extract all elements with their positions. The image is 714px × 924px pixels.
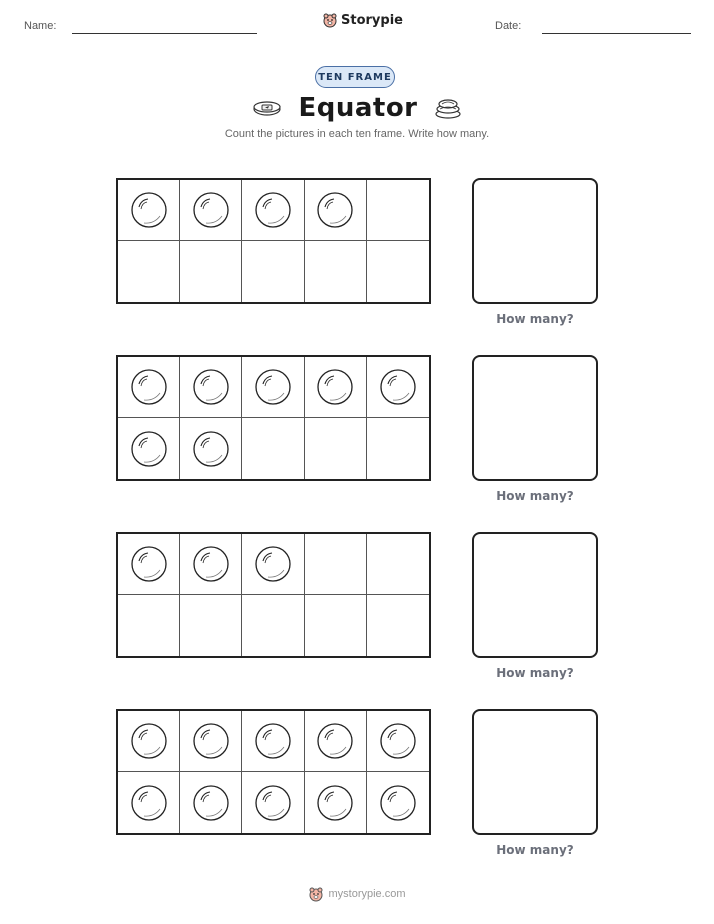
frame-cell [305, 357, 367, 418]
bubble-icon [130, 430, 168, 468]
frame-cell [118, 418, 180, 479]
frame-cell [118, 180, 180, 241]
frame-cell [305, 241, 367, 302]
frame-cell [180, 180, 242, 241]
date-line[interactable] [542, 33, 691, 34]
frame-cell [118, 357, 180, 418]
frame-cell [180, 595, 242, 656]
frame-cell [367, 711, 429, 772]
globe-stack-icon [434, 97, 462, 119]
frame-cell [180, 357, 242, 418]
bubble-icon [192, 545, 230, 583]
bubble-icon [130, 784, 168, 822]
bubble-icon [379, 368, 417, 406]
storypie-mascot-icon [322, 12, 338, 28]
bubble-icon [254, 191, 292, 229]
frame-cell [180, 418, 242, 479]
bubble-icon [130, 545, 168, 583]
worksheet-type-badge: TEN FRAME [315, 66, 395, 88]
bubble-icon [192, 368, 230, 406]
bubble-icon [192, 191, 230, 229]
frame-cell [242, 357, 304, 418]
instructions: Count the pictures in each ten frame. Write how many. [224, 128, 490, 140]
frame-cell [242, 241, 304, 302]
frame-cell [118, 241, 180, 302]
how-many-label: How many? [496, 666, 574, 680]
frame-cell [118, 711, 180, 772]
bubble-icon [192, 784, 230, 822]
bubble-icon [130, 191, 168, 229]
bubble-icon [254, 368, 292, 406]
answer-box[interactable] [472, 709, 598, 835]
frame-cell [242, 180, 304, 241]
frame-cell [180, 241, 242, 302]
bubble-icon [192, 722, 230, 760]
bubble-icon [254, 722, 292, 760]
frame-cell [367, 595, 429, 656]
bubble-icon [316, 722, 354, 760]
frame-cell [305, 595, 367, 656]
bubble-icon [316, 191, 354, 229]
bubble-icon [316, 784, 354, 822]
ten-frame [116, 178, 431, 304]
frame-cell [305, 180, 367, 241]
storypie-mascot-icon [308, 886, 324, 902]
frame-cell [242, 595, 304, 656]
ten-frame [116, 532, 431, 658]
brand-name: Storypie [341, 12, 403, 28]
brand-logo [322, 12, 403, 28]
bubble-icon [130, 368, 168, 406]
ten-frame [116, 709, 431, 835]
frame-cell [305, 711, 367, 772]
frame-cell [305, 418, 367, 479]
date-label: Date: [495, 20, 522, 32]
frame-cell [367, 534, 429, 595]
answer-box[interactable] [472, 178, 598, 304]
compass-icon [252, 99, 282, 117]
how-many-label: How many? [496, 489, 574, 503]
frame-cell [367, 772, 429, 833]
frame-cell [242, 772, 304, 833]
bubble-icon [254, 545, 292, 583]
frame-cell [367, 357, 429, 418]
name-label: Name: [24, 20, 57, 32]
name-line[interactable] [72, 33, 257, 34]
frame-cell [180, 534, 242, 595]
how-many-label: How many? [496, 843, 574, 857]
ten-frame [116, 355, 431, 481]
page-title: Equator [298, 93, 418, 123]
footer-url: mystorypie.com [328, 888, 406, 900]
frame-cell [367, 418, 429, 479]
frame-cell [367, 241, 429, 302]
bubble-icon [192, 430, 230, 468]
answer-box[interactable] [472, 532, 598, 658]
frame-cell [367, 180, 429, 241]
bubble-icon [254, 784, 292, 822]
frame-cell [180, 772, 242, 833]
bubble-icon [379, 784, 417, 822]
bubble-icon [316, 368, 354, 406]
bubble-icon [379, 722, 417, 760]
how-many-label: How many? [496, 312, 574, 326]
title-row [0, 92, 714, 124]
bubble-icon [130, 722, 168, 760]
frame-cell [305, 772, 367, 833]
frame-cell [118, 534, 180, 595]
frame-cell [180, 711, 242, 772]
frame-cell [242, 534, 304, 595]
frame-cell [305, 534, 367, 595]
frame-cell [118, 595, 180, 656]
frame-cell [118, 772, 180, 833]
answer-box[interactable] [472, 355, 598, 481]
footer [0, 886, 714, 902]
frame-cell [242, 418, 304, 479]
frame-cell [242, 711, 304, 772]
